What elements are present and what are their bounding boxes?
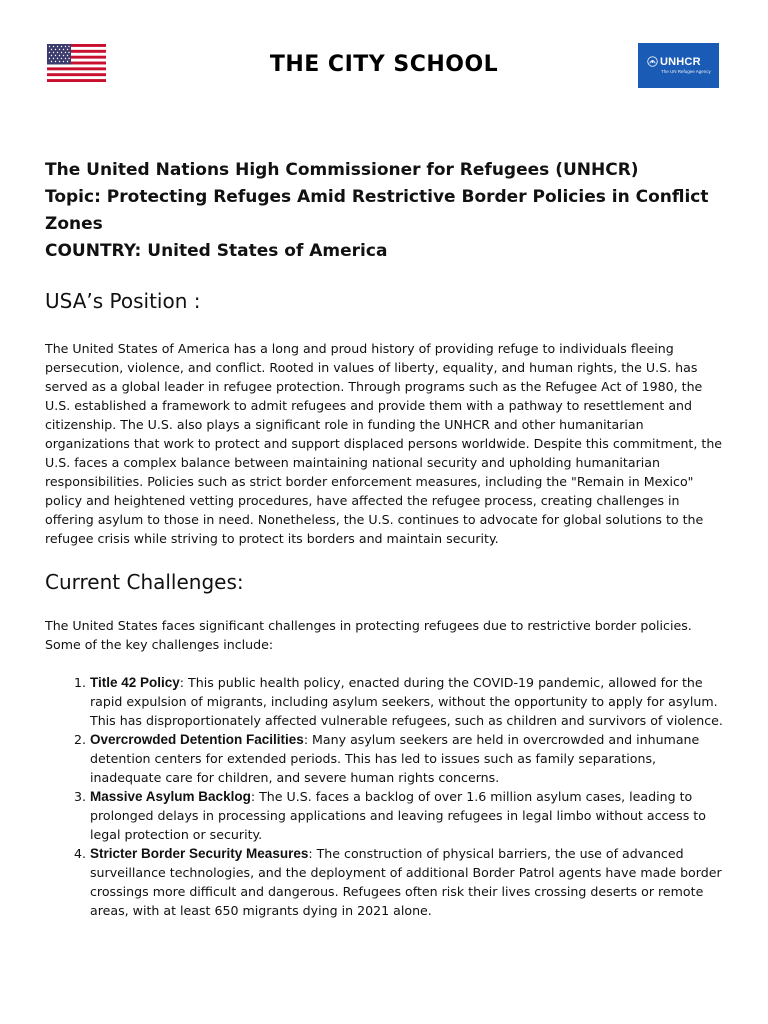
challenge-term: Title 42 Policy: [90, 675, 180, 690]
unhcr-logo-text: UNHCR: [660, 56, 701, 68]
challenges-intro: The United States faces significant challenges in protecting refugees due to restrictive border policies. Some of the key challenges include:: [45, 618, 692, 652]
committee-line: The United Nations High Commissioner for Refugees (UNHCR): [45, 160, 639, 180]
challenge-text: : The U.S. faces a backlog of over 1.6 million asylum cases, leading to prolonged delays in processing applications and leaving refugees in legal limbo without access to legal protection or security.: [90, 789, 706, 842]
challenge-text: : Many asylum seekers are held in overcrowded and inhumane detention centers for extended periods. This has led to issues such as family separations, inadequate care for children, and severe human rights concerns.: [90, 732, 700, 785]
list-item: [90, 673, 725, 730]
list-item: [90, 730, 725, 787]
challenge-text: : This public health policy, enacted during the COVID-19 pandemic, allowed for the rapid expulsion of migrants, including asylum seekers, without the opportunity to apply for asylum. This has disproportionately affected vulnerable refugees, such as children and survivors of violence.: [90, 675, 723, 728]
challenge-text: : The construction of physical barriers, the use of advanced surveillance technologies, and the deployment of additional Border Patrol agents have made border crossings more difficult and dangerous. Refugees often risk their lives crossing deserts or remote areas, with at least 650 migrants dying in 2021 alone.: [90, 846, 722, 918]
unhcr-logo-tagline: The UN Refugee Agency: [661, 69, 711, 74]
challenges-list: [45, 673, 725, 920]
school-name: THE CITY SCHOOL: [269, 52, 499, 77]
list-item: [90, 787, 725, 844]
challenge-term: Overcrowded Detention Facilities: [90, 732, 304, 747]
position-paragraph: The United States of America has a long and proud history of providing refuge to individuals fleeing persecution, violence, and conflict. Rooted in values of liberty, equality, and human rights, the U.S. has served as a global leader in refugee protection. Through programs such as the Refugee Act of 1980, the U.S. established a framework to admit refugees and provide them with a pathway to resettlement and citizenship. The U.S. also plays a significant role in funding the UNHCR and other humanitarian organizations that work to protect and support displaced persons worldwide. Despite this commitment, the U.S. faces a complex balance between maintaining national security and upholding humanitarian responsibilities. Policies such as strict border enforcement measures, including the "Remain in Mexico" policy and heightened vetting procedures, have affected the refugee process, creating challenges in offering asylum to those in need. Nonetheless, the U.S. continues to advocate for global solutions to the refugee crisis while striving to protect its borders and maintain security.: [45, 341, 723, 546]
unhcr-emblem-icon: [647, 56, 658, 67]
challenge-term: Stricter Border Security Measures: [90, 846, 309, 861]
page-header: [0, 0, 768, 110]
topic-line: Topic: Protecting Refuges Amid Restrictive Border Policies in Conflict Zones: [45, 187, 709, 234]
document-body: [45, 157, 725, 920]
unhcr-logo: [638, 43, 719, 88]
challenges-heading: Current Challenges:: [45, 570, 244, 594]
list-item: [90, 844, 725, 920]
country-line: COUNTRY: United States of America: [45, 241, 388, 261]
position-heading: USA’s Position :: [45, 289, 201, 313]
challenge-term: Massive Asylum Backlog: [90, 789, 251, 804]
